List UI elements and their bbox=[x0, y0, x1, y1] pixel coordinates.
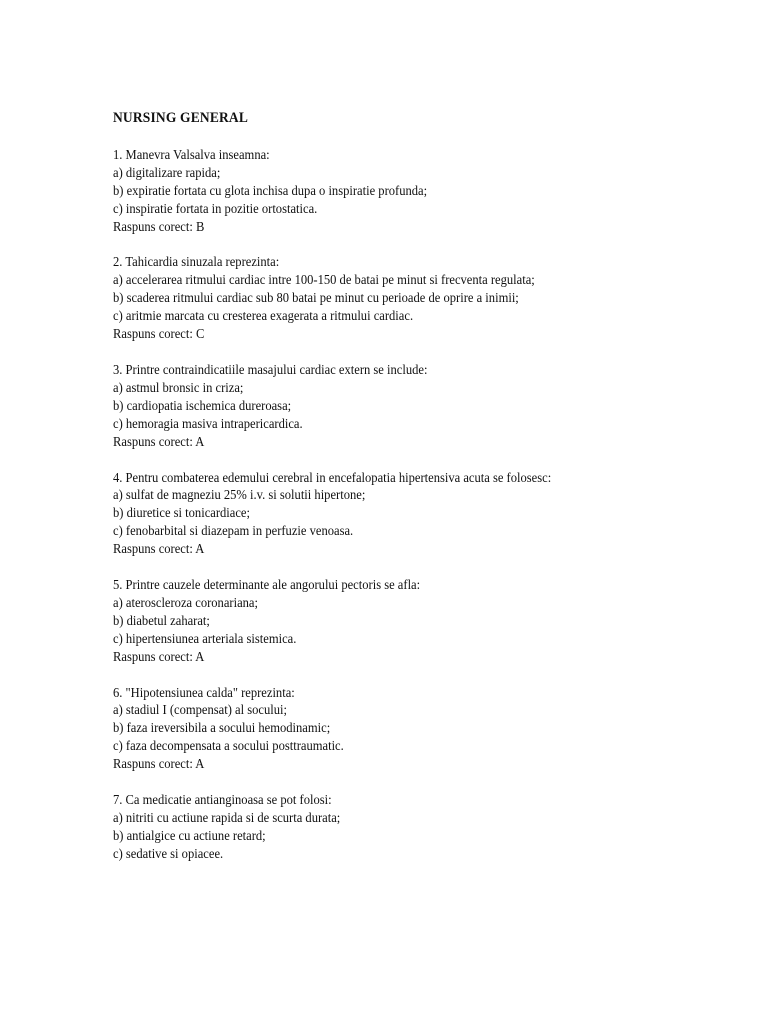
question-7 bbox=[113, 791, 634, 863]
question-1 bbox=[113, 146, 634, 236]
question-4 bbox=[113, 469, 634, 559]
option-a: a) accelerarea ritmului cardiac intre 100-150 de batai pe minut si frecventa regulata; bbox=[113, 272, 535, 288]
question-text: 7. Ca medicatie antianginoasa se pot folosi: bbox=[113, 792, 332, 808]
correct-answer: Raspuns corect: A bbox=[113, 433, 205, 449]
option-b: b) scaderea ritmului cardiac sub 80 batai pe minut cu perioade de oprire a inimii; bbox=[113, 290, 519, 306]
question-5 bbox=[113, 576, 634, 666]
question-text: 2. Tahicardia sinuzala reprezinta: bbox=[113, 254, 280, 270]
option-c: c) fenobarbital si diazepam in perfuzie venoasa. bbox=[113, 523, 354, 539]
option-a: a) digitalizare rapida; bbox=[113, 164, 221, 180]
document-title: NURSING GENERAL bbox=[113, 110, 249, 126]
correct-answer: Raspuns corect: B bbox=[113, 218, 205, 234]
option-b: b) cardiopatia ischemica dureroasa; bbox=[113, 397, 292, 413]
question-text: 6. "Hipotensiunea calda" reprezinta: bbox=[113, 684, 295, 700]
correct-answer: Raspuns corect: A bbox=[113, 648, 205, 664]
question-6 bbox=[113, 684, 634, 774]
correct-answer: Raspuns corect: A bbox=[113, 541, 205, 557]
option-a: a) nitriti cu actiune rapida si de scurta durata; bbox=[113, 810, 341, 825]
question-2 bbox=[113, 253, 634, 343]
question-text: 5. Printre cauzele determinante ale angorului pectoris se afla: bbox=[113, 577, 421, 593]
option-a: a) stadiul I (compensat) al socului; bbox=[113, 702, 287, 718]
option-b: b) faza ireversibila a socului hemodinamic; bbox=[113, 720, 331, 736]
document-page bbox=[113, 110, 634, 881]
option-c: c) hemoragia masiva intrapericardica. bbox=[113, 415, 303, 431]
option-c: c) sedative si opiacee. bbox=[113, 845, 224, 861]
correct-answer: Raspuns corect: A bbox=[113, 756, 205, 772]
option-b: b) diabetul zaharat; bbox=[113, 612, 210, 628]
option-b: b) expiratie fortata cu glota inchisa dupa o inspiratie profunda; bbox=[113, 182, 428, 198]
question-3 bbox=[113, 361, 634, 451]
option-b: b) diuretice si tonicardiace; bbox=[113, 505, 251, 521]
question-text: 1. Manevra Valsalva inseamna: bbox=[113, 146, 270, 162]
option-c: c) aritmie marcata cu cresterea exagerata a ritmului cardiac. bbox=[113, 308, 414, 324]
question-text: 3. Printre contraindicatiile masajului cardiac extern se include: bbox=[113, 361, 428, 377]
correct-answer: Raspuns corect: C bbox=[113, 326, 205, 342]
option-a: a) sulfat de magneziu 25% i.v. si solutii hipertone; bbox=[113, 487, 366, 503]
option-b: b) antialgice cu actiune retard; bbox=[113, 827, 266, 843]
option-c: c) faza decompensata a socului posttraumatic. bbox=[113, 738, 344, 754]
option-a: a) ateroscleroza coronariana; bbox=[113, 594, 258, 610]
option-c: c) inspiratie fortata in pozitie ortostatica. bbox=[113, 200, 318, 216]
question-text: 4. Pentru combaterea edemului cerebral in encefalopatia hipertensiva acuta se folosesc: bbox=[113, 469, 552, 485]
option-a: a) astmul bronsic in criza; bbox=[113, 379, 244, 395]
option-c: c) hipertensiunea arteriala sistemica. bbox=[113, 630, 297, 646]
